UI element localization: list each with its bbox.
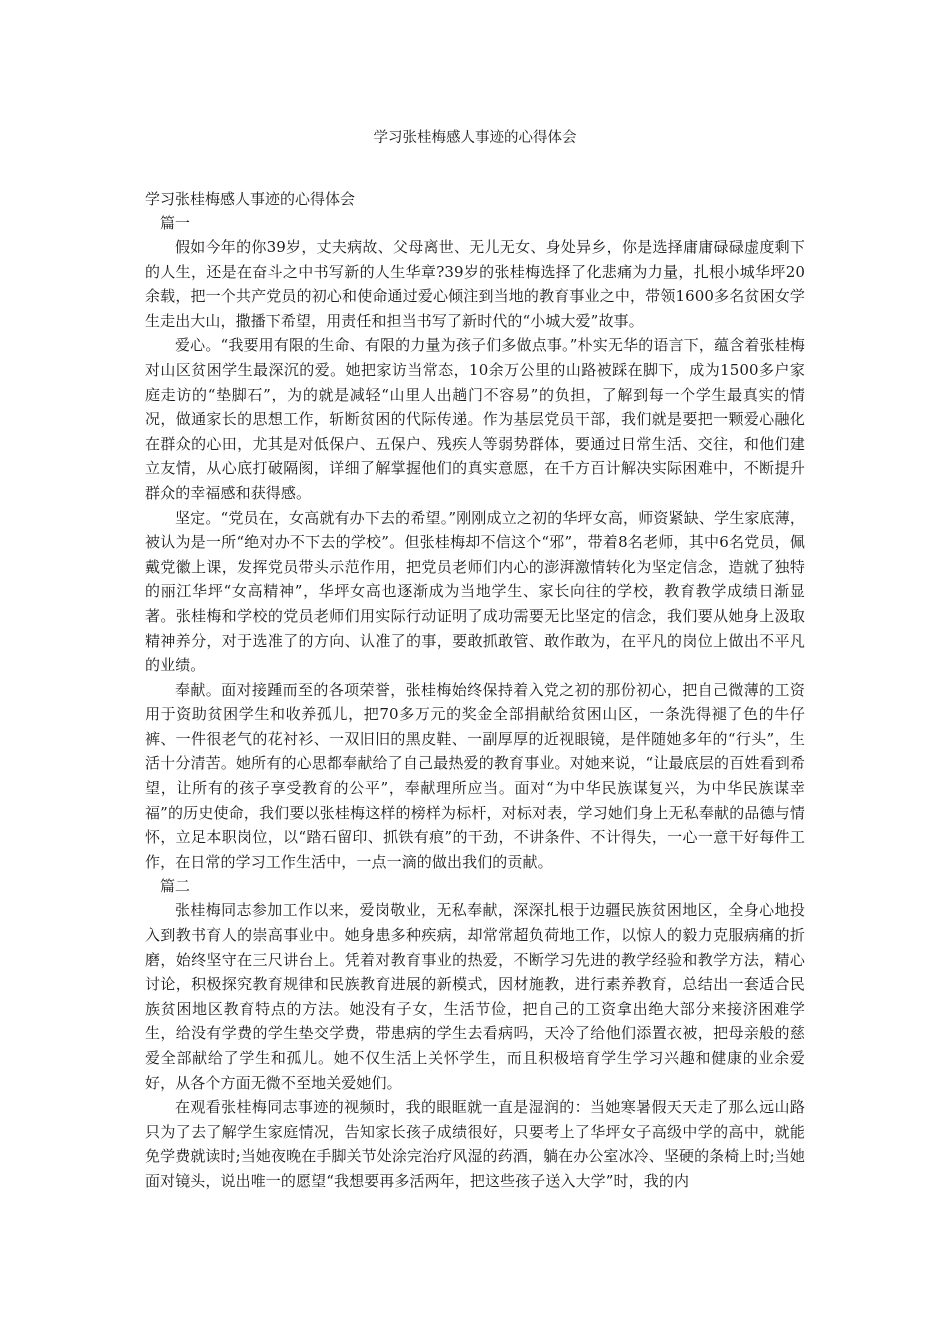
section-label: 篇二 <box>160 877 191 896</box>
paragraph: 奉献。面对接踵而至的各项荣誉，张桂梅始终保持着入党之初的那份初心，把自己微薄的工资用于资助贫困学生和收养孤儿，把70多万元的奖金全部捐献给贫困山区，一条洗得褪了色的牛仔裤、一件很老气的花衬衫、一双旧旧的黑皮鞋、一副厚厚的近视眼镜，是伴随她多年的“行头”，生活十分清苦。她所有的心思都奉献给了自己最热爱的教育事业。对她来说，“让最底层的百姓看到希望，让所有的孩子享受教育的公平”，奉献理所应当。面对“为中华民族谋复兴，为中华民族谋幸福”的历史使命，我们要以张桂梅这样的榜样为标杆，对标对表，学习她们身上无私奉献的品德与情怀，立足本职岗位，以“踏石留印、抓铁有痕”的干劲，不讲条件、不计得失，一心一意干好每件工作，在日常的学习工作生活中，一点一滴的做出我们的贡献。 <box>145 680 805 871</box>
paragraph: 在观看张桂梅同志事迹的视频时，我的眼眶就一直是湿润的：当她寒暑假天天走了那么远山路只为了去了解学生家庭情况，告知家长孩子成绩很好，只要考上了华坪女子高级中学的高中，就能免学费就读时;当她夜晚在手脚关节处涂完治疗风湿的药酒，躺在办公室冰冷、坚硬的条椅上时;当她面对镜头，说出唯一的愿望“我想要再多活两年，把这些孩子送入大学”时，我的内 <box>145 1098 805 1190</box>
paragraph: 坚定。“党员在，女高就有办下去的希望。”刚刚成立之初的华坪女高，师资紧缺、学生家底薄，被认为是一所“绝对办不下去的学校”。但张桂梅却不信这个“邪”，带着8名老师，其中6名党员，佩戴党徽上课，发挥党员带头示范作用，把党员老师们内心的澎湃激情转化为坚定信念，造就了独特的丽江华坪“女高精神”，华坪女高也逐渐成为当地学生、家长向往的学校，教育教学成绩日渐显著。张桂梅和学校的党员老师们用实际行动证明了成功需要无比坚定的信念，我们要从她身上汲取精神养分，对于选准了的方向、认准了的事，要敢抓敢管、敢作敢为，在平凡的岗位上做出不平凡的业绩。 <box>145 508 805 675</box>
section-label: 篇一 <box>160 214 191 232</box>
document-page <box>145 126 805 1194</box>
document-subtitle: 学习张桂梅感人事迹的心得体会 <box>145 190 356 208</box>
paragraph: 爱心。“我要用有限的生命、有限的力量为孩子们多做点事。”朴实无华的语言下，蕴含着张桂梅对山区贫困学生最深沉的爱。她把家访当常态，10余万公里的山路被踩在脚下，成为1500多户家庭走访的“垫脚石”，为的就是减轻“山里人出趟门不容易”的负担，了解到每一个学生最真实的情况，做通家长的思想工作，斩断贫困的代际传递。作为基层党员干部，我们就是要把一颗爱心融化在群众的心田，尤其是对低保户、五保户、残疾人等弱势群体，要通过日常生活、交往，和他们建立友情，从心底打破隔阂，详细了解掌握他们的真实意愿，在千方百计解决实际困难中，不断提升群众的幸福感和获得感。 <box>145 336 805 502</box>
paragraph: 张桂梅同志参加工作以来，爱岗敬业，无私奉献，深深扎根于边疆民族贫困地区，全身心地投入到教书育人的崇高事业中。她身患多种疾病，却常常超负荷地工作，以惊人的毅力克服病痛的折磨，始终坚守在三尺讲台上。凭着对教育事业的热爱，不断学习先进的教学经验和教学方法，精心讨论，积极探究教育规律和民族教育进展的新模式，因材施教，进行素养教育，总结出一套适合民族贫困地区教育特点的方法。她没有子女，生活节俭，把自己的工资拿出绝大部分来接济困难学生，给没有学费的学生垫交学费，带患病的学生去看病吗，天冷了给他们添置衣被，把母亲般的慈爱全部献给了学生和孤儿。她不仅生活上关怀学生，而且积极培育学生学习兴趣和健康的业余爱好，从各个方面无微不至地关爱她们。 <box>145 901 805 1092</box>
paragraph: 假如今年的你39岁，丈夫病故、父母离世、无儿无女、身处异乡，你是选择庸庸碌碌虚度剩下的人生，还是在奋斗之中书写新的人生华章?39岁的张桂梅选择了化悲痛为力量，扎根小城华坪20余载，把一个共产党员的初心和使命通过爱心倾注到当地的教育事业之中，带领1600多名贫困女学生走出大山，撒播下希望，用责任和担当书写了新时代的“小城大爱”故事。 <box>145 238 805 330</box>
document-title: 学习张桂梅感人事迹的心得体会 <box>373 130 577 146</box>
section-2 <box>145 874 805 1193</box>
section-1 <box>145 211 805 874</box>
